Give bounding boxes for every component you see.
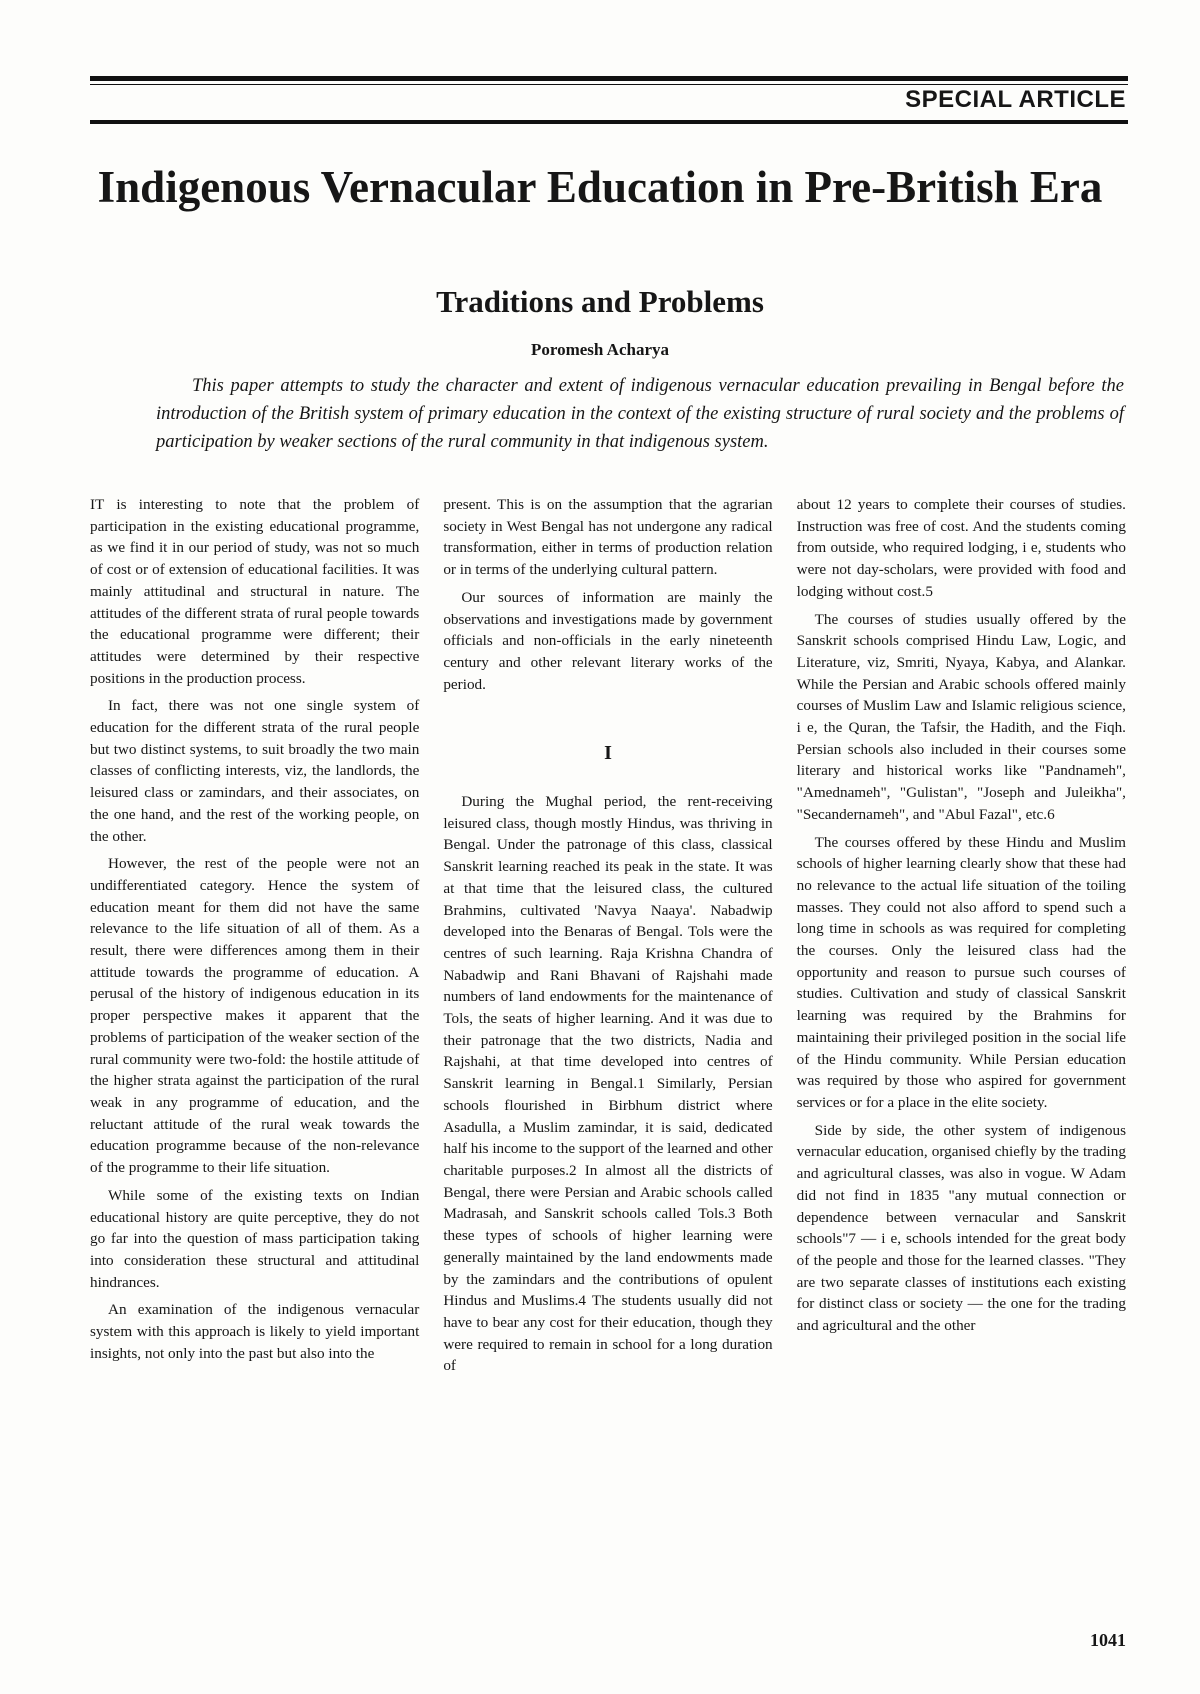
article-author: Poromesh Acharya — [530, 340, 670, 359]
paragraph: about 12 years to complete their courses of studies. Instruction was free of cost. And the students coming from outside, who required lodging, i e, students who were not day-scholars, were provided with food and lodging without cost.5 — [796, 496, 1126, 600]
page-number: 1041 — [1090, 1630, 1126, 1650]
column-1 — [90, 494, 419, 1618]
paragraph: During the Mughal period, the rent-receiving leisured class, though mostly Hindus, was thriving in Bengal. Under the patronage of this class, classical Sanskrit learning reached its peak in the state. It was at that time that the leisured class, the cultured Brahmins, cultivated 'Navya Naaya'. Nabadwip developed into the Benaras of Bengal. Tols were the centres of such learning. Raja Krishna Chandra of Nabadwip and Rani Bhavani of Rajshahi made numbers of land endowments for the maintenance of Tols, the seats of higher learning. And it was due to their patronage that the two districts, Nadia and Rajshahi, at that time developed into centres of Sanskrit learning in Bengal.1 Similarly, Persian schools flourished in Birbhum district where Asadulla, a Muslim zamindar, it is said, dedicated half his income to the support of the learned and other charitable purposes.2 In almost all the districts of Bengal, there were Persian and Arabic schools called Madrasah, and Sanskrit schools called Tols.3 Both these types of schools of higher learning were generally maintained by the land endowments made by the zamindars and the contributions of opulent Hindus and Muslims.4 The students usually did not have to bear any cost for their education, though they were required to remain in school for a long duration of — [443, 793, 773, 1375]
paragraph: In fact, there was not one single system of education for the different strata of the rural people but two distinct systems, to suit broadly the two main classes of conflicting interests, viz, the landlords, the leisured class or zamindars, and their associates, on the one hand, and the rest of the working people, on the other. — [90, 697, 420, 845]
abstract-text: This paper attempts to study the character and extent of indigenous vernacular education prevailing in Bengal before the introduction of the British system of primary education in the context of the existing structure of rural society and the problems of participation by weaker sections of the rural community in that indigenous system. — [156, 376, 1124, 452]
body-columns — [90, 494, 1126, 1618]
paragraph: present. This is on the assumption that the agrarian society in West Bengal has not undergone any radical transformation, either in terms of production relation or in terms of the underlying cultural pattern. — [443, 496, 773, 579]
article-abstract — [156, 372, 1124, 456]
header-rule-thin — [90, 84, 1128, 85]
header-rule-top — [90, 76, 1128, 81]
paragraph: The courses of studies usually offered by the Sanskrit schools comprised Hindu Law, Logic, and Literature, viz, Smriti, Nyaya, Kabya, and Alankar. While the Persian and Arabic schools offered mainly courses of Muslim Law and Islamic religious science, i e, the Quran, the Tafsir, the Hadith, and the Fiqh. Persian schools also included in their courses some literary and historical works like "Pandnameh", "Amednameh", "Gulistan", "Joseph and Juleikha", "Secandernameh", and "Abul Fazal", etc.6 — [796, 610, 1126, 823]
paragraph: While some of the existing texts on Indian educational history are quite perceptive, they do not go far into the question of mass participation taking into consideration these structural and attitudinal hindrances. — [90, 1186, 420, 1291]
article-title: Indigenous Vernacular Education in Pre-British Era — [97, 162, 1103, 212]
paragraph: IT is interesting to note that the problem of participation in the existing educational programme, as we find it in our period of study, was not so much of cost or of extension of educational facilities. It was mainly attitudinal and structural in nature. The attitudes of the different strata of rural people towards the educational programme were different; their attitudes were determined by their respective positions in the production process. — [90, 496, 420, 687]
column-3 — [797, 494, 1126, 1618]
paragraph: The courses offered by these Hindu and Muslim schools of higher learning clearly show that these had no relevance to the actual life situation of the toiling masses. They could not also afford to spend such a long time in schools as was required for completing the courses. Only the leisured class had the opportunity and reason to pursue such courses of studies. Cultivation and study of classical Sanskrit learning was required by the Brahmins for maintaining their privileged position in the social life of the Hindu community. While Persian education was required by those who aspired for government services or for a place in the elite society. — [796, 833, 1126, 1111]
paragraph: However, the rest of the people were not an undifferentiated category. Hence the system of education meant for them did not have the same relevance to the life situation of all of them. As a result, there were differences among them in their attitude towards the programme of education. A perusal of the history of indigenous education in its proper perspective makes it apparent that the problems of participation of the weaker section of the rural community were two-fold: the hostile attitude of the higher strata against the participation of the rural weak in any programme of education, and the reluctant attitude of the rural weak towards the education programme because of the non-relevance of the programme to their life situation. — [90, 855, 420, 1177]
section-label: SPECIAL ARTICLE — [905, 86, 1126, 113]
paragraph: Side by side, the other system of indigenous vernacular education, organised chiefly by the trading and agricultural classes, was also in vogue. W Adam did not find in 1835 "any mutual connection or dependence between vernacular and Sanskrit schools"7 — i e, schools intended for the great body of the people and those for the learned classes. "They are two separate classes of institutions each existing for distinct class or society — the one for the trading and agricultural and the other — [796, 1121, 1126, 1335]
section-numeral: I — [604, 742, 612, 765]
paragraph: An examination of the indigenous vernacular system with this approach is likely to yield important insights, not only into the past but also into the — [90, 1301, 420, 1362]
article-subtitle: Traditions and Problems — [436, 284, 764, 319]
column-2 — [443, 494, 772, 1618]
paragraph: Our sources of information are mainly the observations and investigations made by government officials and non-officials in the early nineteenth century and other relevant literary works of the period. — [443, 588, 773, 693]
header-rule-bottom — [90, 120, 1128, 124]
